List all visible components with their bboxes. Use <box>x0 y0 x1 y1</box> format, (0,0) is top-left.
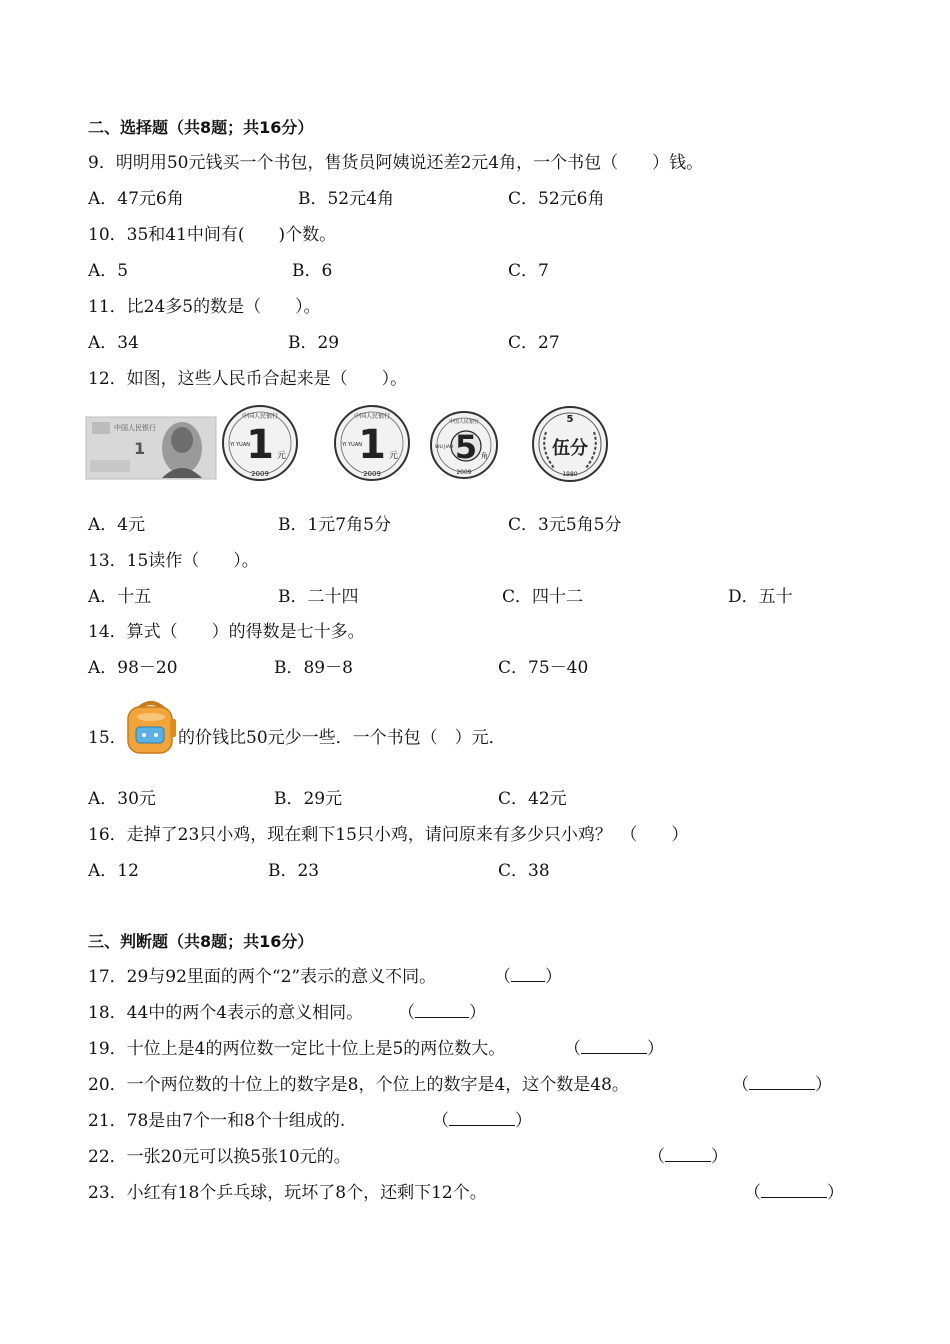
q18-paren-open: （ <box>398 1003 415 1023</box>
question-23: 23．小红有18个乒乓球，玩坏了8个，还剩下12个。 <box>88 1183 487 1203</box>
q18-answer-blank[interactable] <box>398 1002 486 1024</box>
q12-option-b[interactable]: B．1元7角5分 <box>278 515 391 535</box>
q16-option-a[interactable]: A．12 <box>88 861 139 881</box>
q14-option-a[interactable]: A．98－20 <box>88 658 178 678</box>
q19-paren-open: （ <box>564 1039 581 1059</box>
coin-5-jiao <box>431 412 497 478</box>
coin-3-top: 中国人民银行 <box>448 419 480 425</box>
q22-answer-blank[interactable] <box>648 1146 728 1168</box>
question-16: 16．走掉了23只小鸡，现在剩下15只小鸡，请问原来有多少只小鸡？ （ ） <box>88 825 689 845</box>
question-22: 22．一张20元可以换5张10元的。 <box>88 1147 351 1167</box>
q22-paren-close: ） <box>711 1147 728 1167</box>
coin-2-side: YI YUAN <box>342 442 362 448</box>
banknote-value: 1 <box>134 439 146 458</box>
q21-paren-open: （ <box>432 1111 449 1131</box>
banknote-header: 中国人民银行 <box>114 424 156 432</box>
section-judge-title: 三、判断题（共8题；共16分） <box>88 932 314 951</box>
q23-answer-blank[interactable] <box>744 1182 844 1204</box>
q11-option-a[interactable]: A．34 <box>88 333 139 353</box>
question-15: 的价钱比50元少一些．一个书包（ ）元． <box>178 728 506 748</box>
q20-answer-blank[interactable] <box>732 1074 832 1096</box>
q10-option-b[interactable]: B．6 <box>292 261 333 281</box>
question-11: 11．比24多5的数是（ ）。 <box>88 297 321 317</box>
q10-option-c[interactable]: C．7 <box>508 261 549 281</box>
money-illustration <box>84 402 624 492</box>
question-18: 18．44中的两个4表示的意义相同。 <box>88 1003 364 1023</box>
coin-3-unit: 角 <box>481 452 488 460</box>
coin-1-top: 中国人民银行 <box>241 413 279 420</box>
q23-paren-open: （ <box>744 1183 761 1203</box>
q12-option-a[interactable]: A．4元 <box>88 515 146 535</box>
coin-2-top: 中国人民银行 <box>353 413 391 420</box>
coin-3-year: 2009 <box>456 469 472 476</box>
question-10: 10．35和41中间有( )个数。 <box>88 225 337 245</box>
question-21: 21．78是由7个一和8个十组成的. <box>88 1111 346 1131</box>
question-20: 20．一个两位数的十位上的数字是8，个位上的数字是4，这个数是48。 <box>88 1075 629 1095</box>
question-15-prefix: 15． <box>88 728 127 748</box>
schoolbag-image <box>124 699 178 755</box>
q17-answer-blank[interactable] <box>494 966 562 988</box>
q18-paren-close: ） <box>469 1003 486 1023</box>
q10-option-a[interactable]: A．5 <box>88 261 129 281</box>
q9-option-c[interactable]: C．52元6角 <box>508 189 605 209</box>
q20-paren-open: （ <box>732 1075 749 1095</box>
coin-2-year: 2009 <box>363 470 381 478</box>
coin-5-fen <box>533 407 607 481</box>
question-14: 14．算式（ ）的得数是七十多。 <box>88 622 365 642</box>
coin-1-unit: 元 <box>277 451 287 461</box>
banknote-1-yuan <box>86 417 216 479</box>
q19-answer-blank[interactable] <box>564 1038 664 1060</box>
coin-1-side: YI YUAN <box>230 442 250 448</box>
q9-option-b[interactable]: B．52元4角 <box>298 189 394 209</box>
q20-paren-close: ） <box>815 1075 832 1095</box>
coin-3-value: 5 <box>454 428 478 466</box>
coin-1-year: 2009 <box>251 470 269 478</box>
q15-option-b[interactable]: B．29元 <box>274 789 343 809</box>
q14-option-c[interactable]: C．75－40 <box>498 658 589 678</box>
coin-1-yuan-a <box>223 406 297 480</box>
coin-1-yuan-b <box>335 406 409 480</box>
q21-paren-close: ） <box>515 1111 532 1131</box>
q21-answer-blank[interactable] <box>432 1110 532 1132</box>
q13-option-b[interactable]: B．二十四 <box>278 587 359 607</box>
q11-option-b[interactable]: B．29 <box>288 333 340 353</box>
q22-paren-open: （ <box>648 1147 665 1167</box>
q13-option-c[interactable]: C．四十二 <box>502 587 584 607</box>
question-17: 17．29与92里面的两个“2”表示的意义不同。 <box>88 967 437 987</box>
q14-option-b[interactable]: B．89－8 <box>274 658 353 678</box>
question-19: 19．十位上是4的两位数一定比十位上是5的两位数大。 <box>88 1039 506 1059</box>
coin-2-value: 1 <box>358 422 386 468</box>
q16-option-c[interactable]: C．38 <box>498 861 550 881</box>
q9-option-a[interactable]: A．47元6角 <box>88 189 184 209</box>
schoolbag-icon <box>124 699 178 755</box>
money-image <box>84 402 624 492</box>
q23-paren-close: ） <box>827 1183 844 1203</box>
question-12: 12．如图，这些人民币合起来是（ ）。 <box>88 369 408 389</box>
coin-1-value: 1 <box>246 422 274 468</box>
q13-option-a[interactable]: A．十五 <box>88 587 152 607</box>
q16-option-b[interactable]: B．23 <box>268 861 320 881</box>
q12-option-c[interactable]: C．3元5角5分 <box>508 515 622 535</box>
coin-4-unit: 伍分 <box>552 438 588 459</box>
question-13: 13．15读作（ ）。 <box>88 551 259 571</box>
q15-option-c[interactable]: C．42元 <box>498 789 567 809</box>
question-9: 9．明明用50元钱买一个书包，售货员阿姨说还差2元4角，一个书包（ ）钱。 <box>88 153 704 173</box>
q17-paren-close: ） <box>545 967 562 987</box>
coin-3-side: WU JIAO <box>435 445 454 450</box>
coin-4-year: 1980 <box>562 471 578 478</box>
q17-paren-open: （ <box>494 967 511 987</box>
q15-option-a[interactable]: A．30元 <box>88 789 156 809</box>
q19-paren-close: ） <box>647 1039 664 1059</box>
coin-4-value: 5 <box>566 414 574 425</box>
q13-option-d[interactable]: D．五十 <box>728 587 793 607</box>
q11-option-c[interactable]: C．27 <box>508 333 560 353</box>
section-choice-title: 二、选择题（共8题；共16分） <box>88 118 314 137</box>
coin-2-unit: 元 <box>389 451 399 461</box>
